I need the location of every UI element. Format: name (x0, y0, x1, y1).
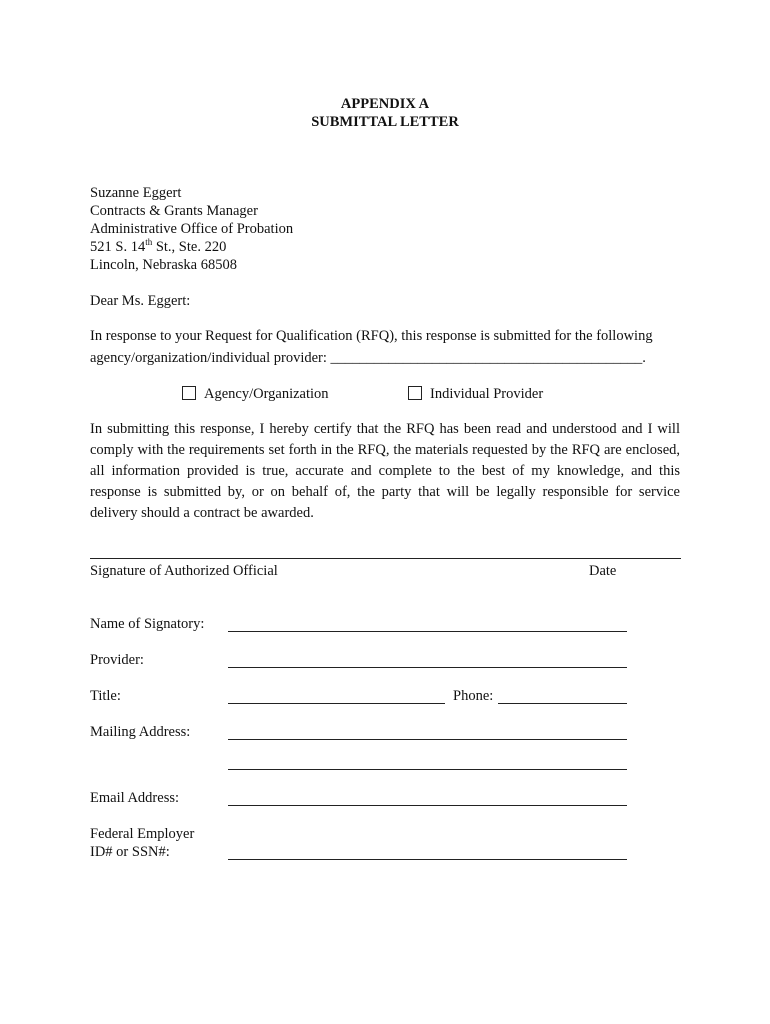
mailing-address-label: Mailing Address: (90, 724, 191, 740)
recipient-street (90, 238, 226, 256)
name-of-signatory-label: Name of Signatory: (90, 616, 205, 632)
recipient-title: Contracts & Grants Manager (90, 203, 258, 219)
option-agency[interactable] (182, 385, 329, 403)
agency-label: Agency/Organization (204, 386, 329, 402)
provider-label: Provider: (90, 652, 144, 668)
street-number: 521 S. 14 (90, 239, 146, 255)
fein-label-line-2: ID# or SSN#: (90, 844, 170, 860)
recipient-office: Administrative Office of Probation (90, 221, 294, 237)
fein-label-line-1: Federal Employer (90, 826, 195, 842)
mailing-address-field-1[interactable] (228, 739, 627, 740)
signature-label: Signature of Authorized Official (90, 563, 278, 579)
phone-field[interactable] (498, 703, 627, 704)
individual-label: Individual Provider (430, 386, 544, 402)
intro-line-1: In response to your Request for Qualification (RFQ), this response is submitted for the following (90, 328, 653, 344)
phone-label: Phone: (453, 688, 494, 704)
recipient-city: Lincoln, Nebraska 68508 (90, 257, 237, 273)
fein-field[interactable] (228, 859, 627, 860)
option-individual[interactable] (408, 385, 543, 403)
individual-checkbox[interactable] (408, 386, 422, 400)
name-of-signatory-field[interactable] (228, 631, 627, 632)
email-address-field[interactable] (228, 805, 627, 806)
title-field[interactable] (228, 703, 445, 704)
title-label: Title: (90, 688, 121, 704)
street-rest: St., Ste. 220 (152, 239, 227, 255)
agency-checkbox[interactable] (182, 386, 196, 400)
provider-field[interactable] (228, 667, 627, 668)
email-address-label: Email Address: (90, 790, 180, 806)
salutation: Dear Ms. Eggert: (90, 293, 191, 309)
certification-paragraph: In submitting this response, I hereby certify that the RFQ has been read and understood and I will comply with the requirements set forth in the RFQ, the materials requested by the RFQ are enclosed, all information provided is true, accurate and complete to the best of my knowledge, and this response is submitted by, or on behalf of, the party that will be legally responsible for service delivery should a contract be awarded. (90, 421, 680, 521)
mailing-address-field-2[interactable] (228, 769, 627, 770)
signature-line[interactable] (90, 558, 681, 559)
submittal-letter-heading: SUBMITTAL LETTER (311, 114, 459, 130)
street-ordinal: th (145, 237, 153, 248)
intro-line-2: agency/organization/individual provider: ___________________________________________. (90, 350, 646, 366)
appendix-heading: APPENDIX A (340, 96, 430, 112)
recipient-name: Suzanne Eggert (90, 185, 182, 201)
date-label: Date (589, 563, 617, 579)
